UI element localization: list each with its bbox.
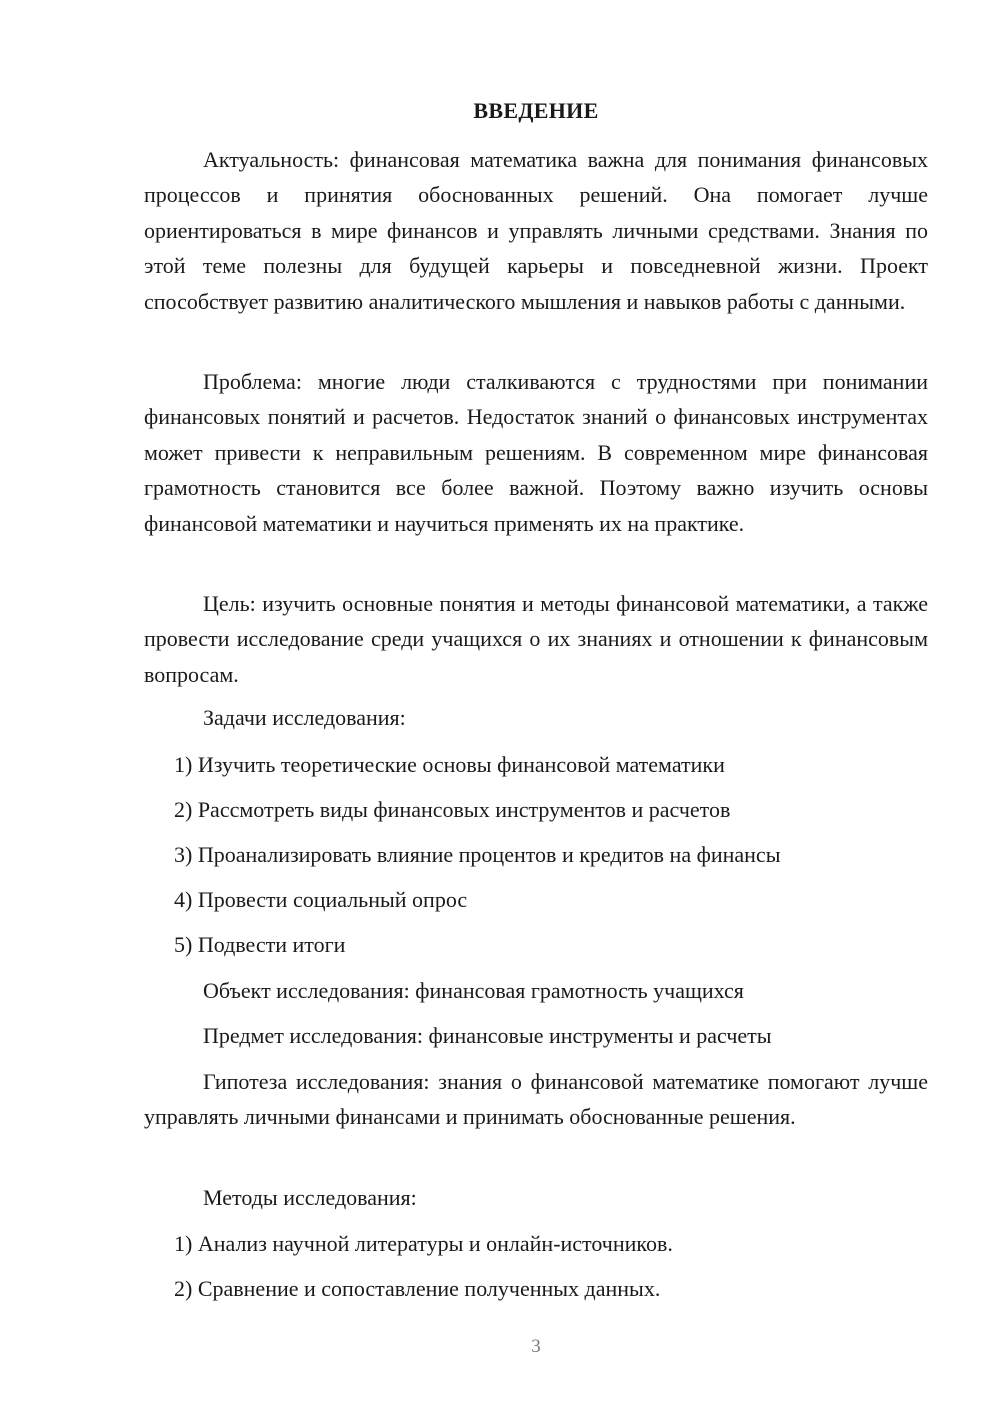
tasks-heading: Задачи исследования: [203,705,406,730]
method-item: 1) Анализ научной литературы и онлайн-источников. [174,1231,673,1256]
paragraph-goal: Цель: изучить основные понятия и методы финансовой математики, а также провести исследование среди учащихся о их знаниях и отношении к финансовым вопросам. [144,591,928,687]
paragraph-relevance: Актуальность: финансовая математика важна для понимания финансовых процессов и принятия обоснованных решений. Она помогает лучше ориентироваться в мире финансов и управлять личными средствами. Знания по этой теме полезны для будущей карьеры и повседневной жизни. Проект способствует развитию аналитического мышления и навыков работы с данными. [144,147,928,314]
methods-heading: Методы исследования: [203,1185,417,1210]
method-item: 2) Сравнение и сопоставление полученных данных. [174,1276,661,1301]
research-subject: Предмет исследования: финансовые инструменты и расчеты [203,1023,772,1048]
task-item: 4) Провести социальный опрос [174,887,468,912]
task-item: 1) Изучить теоретические основы финансовой математики [174,752,725,777]
task-item: 5) Подвести итоги [174,932,346,957]
page-number: 3 [531,1336,541,1357]
paragraph-problem: Проблема: многие люди сталкиваются с трудностями при понимании финансовых понятий и расчетов. Недостаток знаний о финансовых инструментах может привести к неправильным решениям. В современном мире финансовая грамотность становится все более важной. Поэтому важно изучить основы финансовой математики и научиться применять их на практике. [144,369,928,536]
research-hypothesis: Гипотеза исследования: знания о финансовой математике помогают лучше управлять личными финансами и принимать обоснованные решения. [144,1069,928,1130]
page-title: ВВЕДЕНИЕ [473,98,599,123]
research-object: Объект исследования: финансовая грамотность учащихся [203,978,744,1003]
task-item: 3) Проанализировать влияние процентов и кредитов на финансы [174,842,781,867]
task-item: 2) Рассмотреть виды финансовых инструментов и расчетов [174,797,731,822]
